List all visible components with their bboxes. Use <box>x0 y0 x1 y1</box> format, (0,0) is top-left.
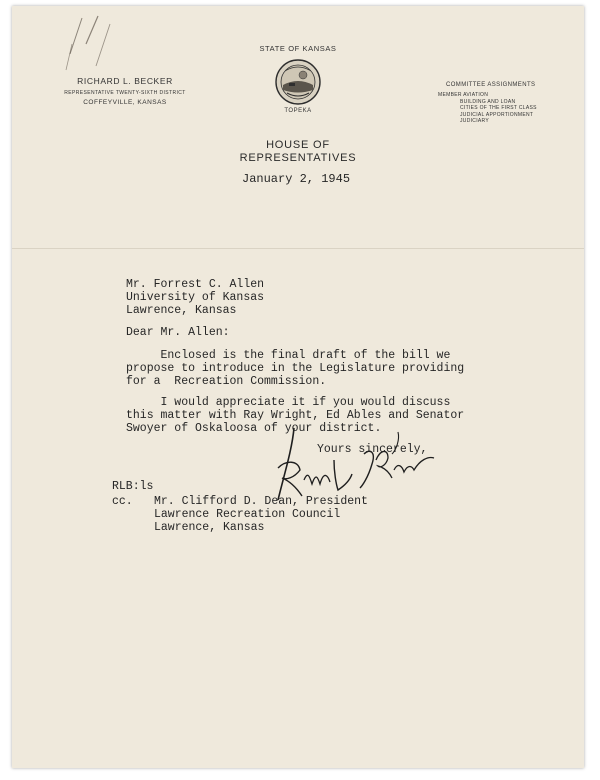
paragraph-line: for a Recreation Commission. <box>126 375 327 388</box>
typist-initials: RLB:ls <box>112 480 154 493</box>
closing: Yours sincerely, <box>317 443 428 456</box>
representative-city: COFFEYVILLE, KANSAS <box>83 99 167 106</box>
paper-scratch-marks <box>52 14 122 74</box>
letter-date: January 2, 1945 <box>242 172 351 186</box>
letterhead-center <box>238 44 358 114</box>
cc-line: Lawrence, Kansas <box>154 521 265 534</box>
letterhead-left <box>40 76 210 106</box>
house-line-2: REPRESENTATIVES <box>239 152 357 164</box>
state-title: STATE OF KANSAS <box>259 44 337 53</box>
committee-item: MEMBER AVIATION <box>438 92 489 98</box>
address-line: University of Kansas <box>126 291 265 304</box>
house-line-1: HOUSE OF <box>266 139 330 151</box>
paragraph-line: propose to introduce in the Legislature providing <box>126 362 465 375</box>
cc-prefix: cc. <box>112 495 133 508</box>
seal-city: TOPEKA <box>284 108 312 114</box>
committee-assignments <box>436 82 576 125</box>
committee-item: CITIES OF THE FIRST CLASS <box>460 105 537 111</box>
cc-line: Lawrence Recreation Council <box>154 508 341 521</box>
paragraph-line: this matter with Ray Wright, Ed Ables and Senator <box>126 409 465 422</box>
paragraph-line: Enclosed is the final draft of the bill we <box>126 349 451 362</box>
paper-fold-line <box>12 248 584 249</box>
salutation: Dear Mr. Allen: <box>126 326 230 339</box>
representative-role: REPRESENTATIVE TWENTY-SIXTH DISTRICT <box>64 90 186 96</box>
representative-name: RICHARD L. BECKER <box>77 76 173 86</box>
address-line: Mr. Forrest C. Allen <box>126 278 265 291</box>
paragraph-line: Swoyer of Oskaloosa of your district. <box>126 422 382 435</box>
kansas-seal-icon <box>275 59 321 105</box>
cc-line: Mr. Clifford D. Dean, President <box>154 495 368 508</box>
committee-header: COMMITTEE ASSIGNMENTS <box>446 82 536 88</box>
paragraph-line: I would appreciate it if you would discuss <box>126 396 451 409</box>
committee-item: JUDICIARY <box>460 118 490 124</box>
letter-sheet <box>12 6 584 768</box>
committee-item: JUDICIAL APPORTIONMENT <box>460 111 534 118</box>
house-title <box>208 139 388 165</box>
address-line: Lawrence, Kansas <box>126 304 237 317</box>
committee-item: BUILDING AND LOAN <box>460 98 516 105</box>
